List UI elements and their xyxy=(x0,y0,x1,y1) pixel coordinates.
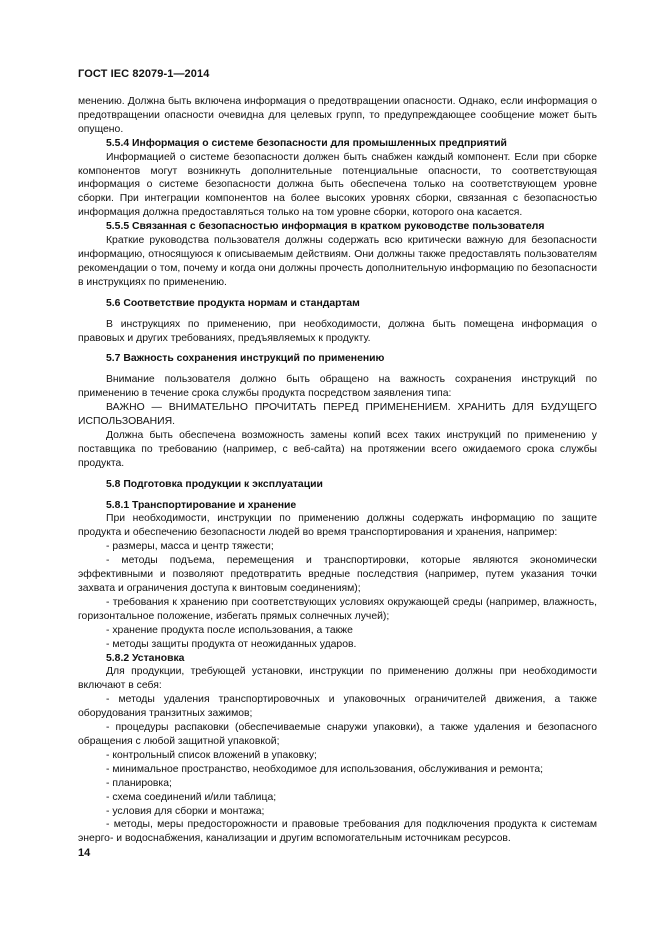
document-header: ГОСТ IEC 82079-1—2014 xyxy=(78,68,210,80)
section-heading-5-5-5: 5.5.5 Связанная с безопасностью информация в кратком руководстве пользователя xyxy=(106,221,545,233)
section-heading-5-6: 5.6 Соответствие продукта нормам и стандартам xyxy=(106,297,360,309)
list-item: - схема соединений и/или таблица; xyxy=(106,791,277,803)
section-heading-5-7: 5.7 Важность сохранения инструкций по применению xyxy=(106,353,385,365)
paragraph: Информацией о системе безопасности должен быть снабжен каждый компонент. Если при сборке компонентов могут возникнуть дополнительные потенциальные опасности, то соответствующая информация о системе безопасности должна быть обеспечена только на соответствующем уровне сборки. При интеграции компонентов на более высоких уровнях сборки, связанная с безопасностью информация должна предоставляться только на том уровне сборки, которого она касается. xyxy=(78,151,597,219)
section-heading-5-5-4: 5.5.4 Информация о системе безопасности для промышленных предприятий xyxy=(106,137,507,149)
paragraph: В инструкциях по применению, при необходимости, должна быть помещена информация о правовых и других требованиях, предъявляемых к продукту. xyxy=(78,318,597,344)
paragraph: менению. Должна быть включена информация о предотвращении опасности. Однако, если информация о предотвращении опасности очевидна для целевых групп, то предупреждающее сообщение может быть опущено. xyxy=(78,96,597,135)
paragraph: Должна быть обеспечена возможность замены копий всех таких инструкций по применению у поставщика по требованию (например, с веб-сайта) на протяжении всего ожидаемого срока службы продукта. xyxy=(78,429,597,469)
list-item: - размеры, масса и центр тяжести; xyxy=(106,541,274,553)
list-item: - минимальное пространство, необходимое для использования, обслуживания и ремонта; xyxy=(106,763,543,775)
section-heading-5-8-2: 5.8.2 Установка xyxy=(106,652,185,664)
list-item: - процедуры распаковки (обеспечиваемые снаружи упаковки), а также удаления и безопасного обращения с любой защитной упаковкой; xyxy=(78,722,597,747)
list-item: - условия для сборки и монтажа; xyxy=(106,805,265,817)
list-item: - методы удаления транспортировочных и упаковочных ограничителей движения, а также оборудования транзитных зажимов; xyxy=(78,694,597,720)
page-number: 14 xyxy=(78,847,91,859)
paragraph: Краткие руководства пользователя должны содержать всю критически важную для безопасности информацию, относящуюся к описываемым действиям. Они должны также предоставлять пользователям рекомендации о том, почему и когда они должны прочесть дополнительную информацию по безопасности в инструкциях по применению. xyxy=(78,235,597,288)
paragraph: Для продукции, требующей установки, инструкции по применению должны при необходимости включают в себя: xyxy=(78,666,597,692)
section-heading-5-8: 5.8 Подготовка продукции к эксплуатации xyxy=(106,478,323,490)
document-body xyxy=(78,95,597,846)
list-item: - хранение продукта после использования, а также xyxy=(106,624,353,636)
section-heading-5-8-1: 5.8.1 Транспортирование и хранение xyxy=(106,499,297,511)
important-notice: ВАЖНО — ВНИМАТЕЛЬНО ПРОЧИТАТЬ ПЕРЕД ПРИМЕНЕНИЕМ. ХРАНИТЬ ДЛЯ БУДУЩЕГО ИСПОЛЬЗОВАНИЯ. xyxy=(78,402,597,428)
list-item: - методы, меры предосторожности и правовые требования для подключения продукта к системам энерго- и водоснабжения, канализации и другим вспомогательным источникам ресурсов. xyxy=(78,819,597,845)
list-item: - методы защиты продукта от неожиданных ударов. xyxy=(106,638,357,650)
list-item: - планировка; xyxy=(106,777,172,789)
list-item: - требования к хранению при соответствующих условиях окружающей среды (например, влажность, горизонтальное положение, избегать прямых солнечных лучей); xyxy=(78,596,597,622)
paragraph: Внимание пользователя должно быть обращено на важность сохранения инструкций по применению в течение срока службы продукта посредством заявления типа: xyxy=(78,374,597,400)
paragraph: При необходимости, инструкции по применению должны содержать информацию по защите продукта и обеспечению безопасности людей во время транспортирования и хранения, например: xyxy=(78,513,597,539)
list-item: - контрольный список вложений в упаковку; xyxy=(106,749,317,761)
list-item: - методы подъема, перемещения и транспортировки, которые являются экономически эффективными и позволяют предотвратить вредные последствия (например, путем указания точки захвата и ограничения доступа к винтовым соединениям); xyxy=(78,555,597,594)
